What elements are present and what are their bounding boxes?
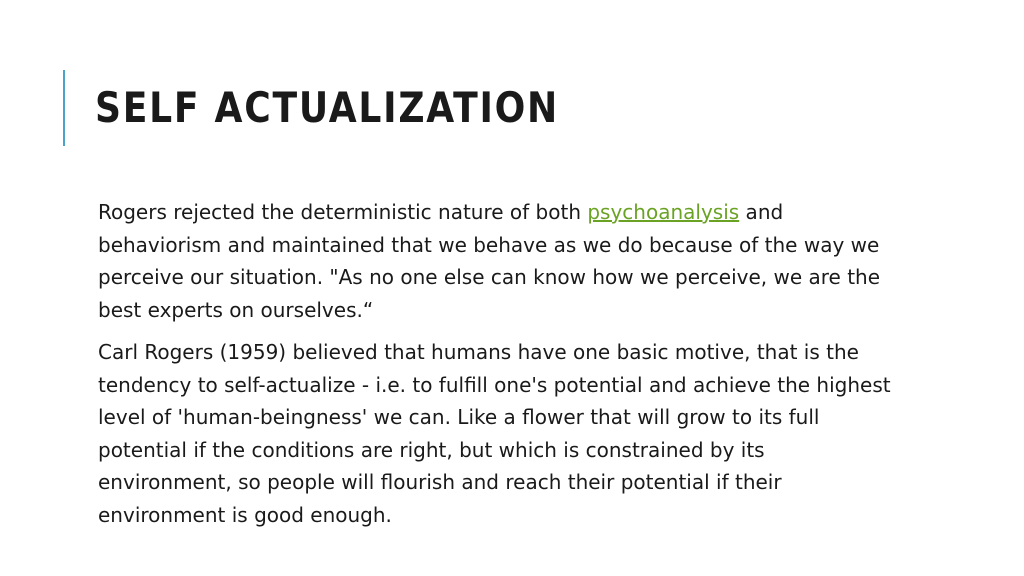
slide-body <box>98 196 898 541</box>
psychoanalysis-link[interactable]: psychoanalysis <box>587 200 740 224</box>
paragraph-carl-rogers: Carl Rogers (1959) believed that humans have one basic motive, that is the tendency to self-actualize - i.e. to fulfill one's potential and achieve the highest level of 'human-beingness' we can. Like a flower that will grow to its full potential if the conditions are right, but which is constrained by its environment, so people will flourish and reach their potential if their environment is good enough. <box>98 340 891 527</box>
paragraph-1-text-before-link: Rogers rejected the deterministic nature of both <box>98 200 588 224</box>
slide-title: SELF ACTUALIZATION <box>95 83 559 132</box>
paragraph-1-text-after-link: and behaviorism and maintained that we behave as we do because of the way we perceive our situation. "As no one else can know how we perceive, we are the best experts on ourselves.“ <box>98 200 881 322</box>
paragraph-rogers-rejected <box>98 196 898 326</box>
title-accent-bar <box>63 70 65 146</box>
